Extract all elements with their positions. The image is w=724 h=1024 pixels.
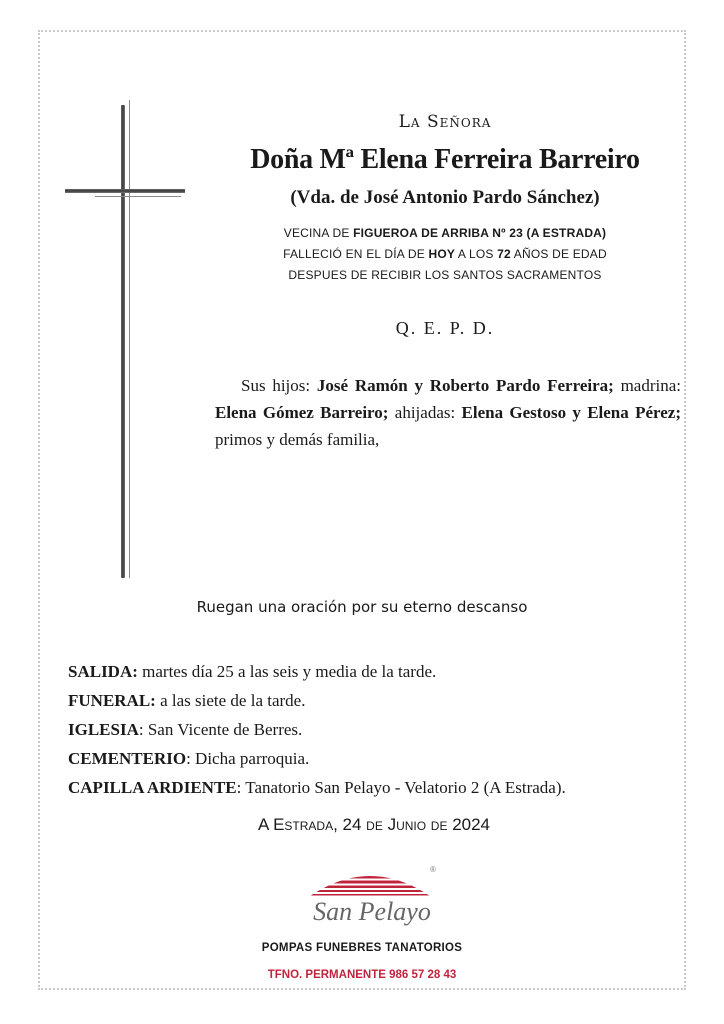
dateline: A Estrada, 24 de Junio de 2024 [257,815,491,834]
san-pelayo-logo [300,862,440,932]
phone-number: TFNO. PERMANENTE 986 57 28 43 [267,969,457,981]
company-name: POMPAS FUNEBRES TANATORIOS [261,942,463,954]
deceased-name: Doña Mª Elena Ferreira Barreiro [250,144,640,175]
qepd: Q. E. P. D. [395,318,495,338]
cross-bar-line [95,196,181,197]
detail-cementerio: CEMENTERIO: Dicha parroquia. [68,749,310,768]
cross-bar [65,189,185,193]
prayer-request: Ruegan una oración por su eterno descanso [196,598,528,616]
sacraments-line: DESPUES DE RECIBIR LOS SANTOS SACRAMENTOS [288,268,602,282]
mourners-paragraph: Sus hijos: José Ramón y Roberto Pardo Ferreira; madrina: Elena Gómez Barreiro; ahijadas: Elena Gestoso y Elena Pérez; primos y demás familia, [215,376,682,449]
death-line: FALLECIÓ EN EL DÍA DE HOY A LOS 72 AÑOS DE EDAD [283,247,607,261]
detail-funeral: FUNERAL: a las siete de la tarde. [68,691,306,710]
registered-mark: ® [430,865,436,874]
cross-line [129,100,130,578]
detail-salida: SALIDA: martes día 25 a las seis y media de la tarde. [68,662,437,681]
residence-line: VECINA DE FIGUEROA DE ARRIBA Nº 23 (A ESTRADA) [283,226,607,240]
detail-capilla: CAPILLA ARDIENTE: Tanatorio San Pelayo - Velatorio 2 (A Estrada). [68,778,566,797]
logo-text: San Pelayo [313,897,431,926]
logo-dome-icon [300,862,440,896]
cross-icon [121,105,125,578]
detail-iglesia: IGLESIA: San Vicente de Berres. [68,720,303,739]
service-details [68,657,566,802]
widow-of: (Vda. de José Antonio Pardo Sánchez) [290,187,600,208]
salutation: La Señora [398,112,492,132]
